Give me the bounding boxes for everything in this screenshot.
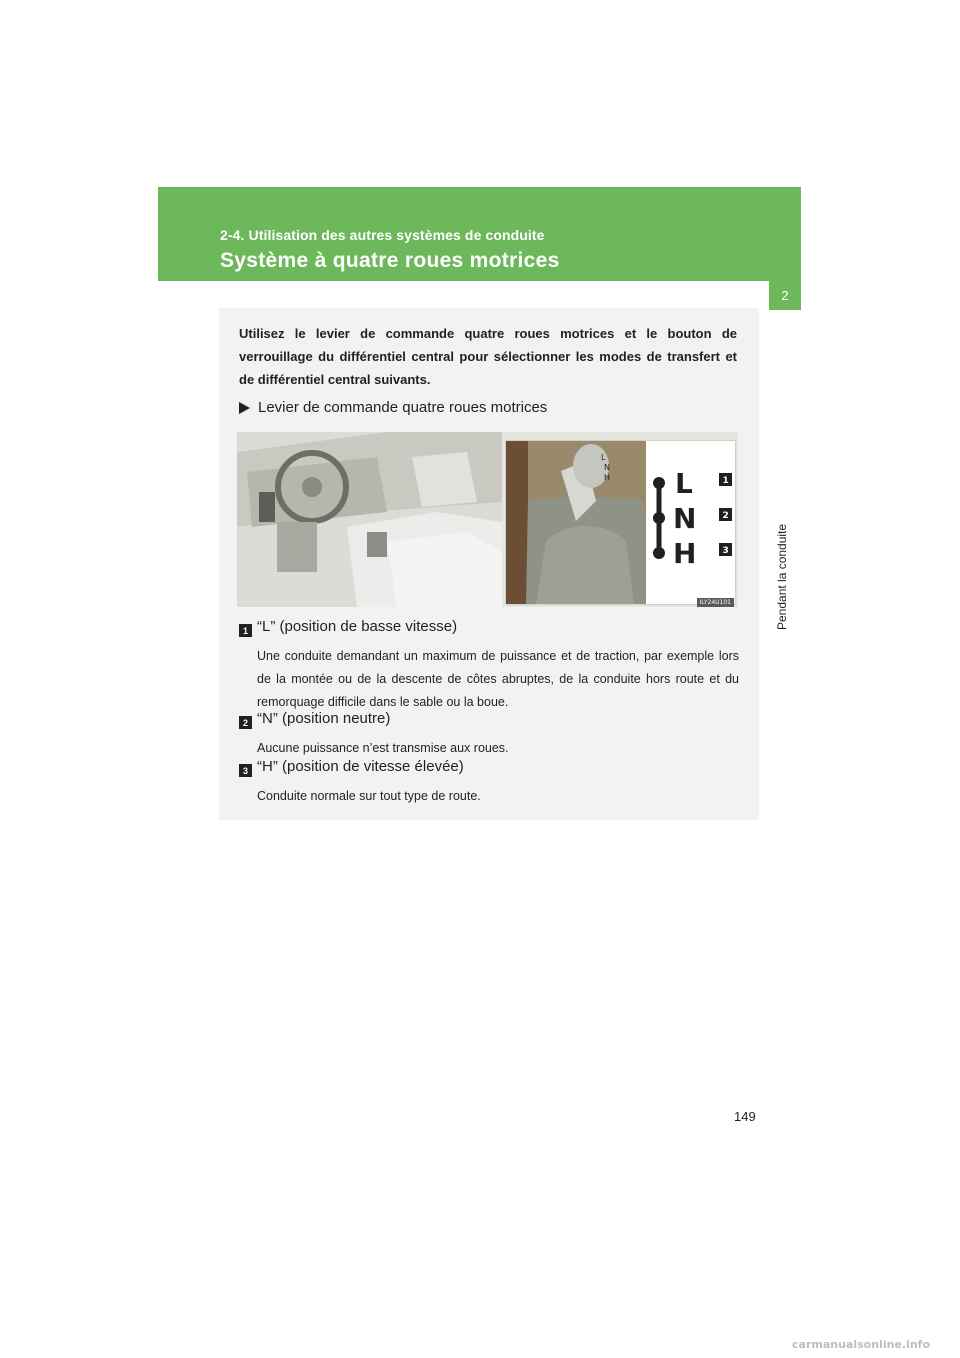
item-description: Aucune puissance n’est transmise aux roues. xyxy=(257,741,509,755)
position-dot-l xyxy=(653,477,665,489)
position-dot-h xyxy=(653,547,665,559)
knob-label-h: H xyxy=(604,473,611,482)
item-number: 3 xyxy=(239,764,252,777)
shift-pattern-diagram xyxy=(647,471,737,581)
callout-2 xyxy=(719,508,732,521)
shift-lever-inset xyxy=(505,440,736,605)
svg-text:2: 2 xyxy=(722,511,729,521)
subheading-text: Levier de commande quatre roues motrices xyxy=(258,399,548,416)
chapter-tab-label: Pendant la conduite xyxy=(775,523,789,630)
item-title: “N” (position neutre) xyxy=(257,710,391,727)
item-number: 2 xyxy=(239,716,252,729)
content-box xyxy=(219,308,759,820)
intro-text: Utilisez le levier de commande quatre roues motrices et le bouton de verrouillage du différentiel central pour sélectionner les modes de transfert et de différentiel central suivants. xyxy=(239,326,737,387)
item-description: Conduite normale sur tout type de route. xyxy=(257,789,481,803)
page-number: 149 xyxy=(734,1109,756,1124)
triangle-arrow-icon xyxy=(239,402,250,414)
header-band xyxy=(158,187,801,281)
knob-label-l: L xyxy=(601,453,606,462)
chapter-tab xyxy=(769,310,801,750)
svg-text:3: 3 xyxy=(722,546,729,556)
callout-3 xyxy=(719,543,732,556)
shift-knob-photo xyxy=(506,441,646,604)
lever-figure xyxy=(237,432,738,607)
chapter-tab-number[interactable]: 2 xyxy=(769,281,801,310)
item-number: 1 xyxy=(239,624,252,637)
page-title: Système à quatre roues motrices xyxy=(220,249,560,272)
position-letter-h: H xyxy=(673,537,697,570)
position-letter-l: L xyxy=(675,471,693,500)
watermark: carmanualsonline.info xyxy=(792,1338,930,1351)
position-letter-n: N xyxy=(673,502,697,535)
knob-label-marks xyxy=(596,451,618,483)
figure-code: ILY24U101 xyxy=(697,598,734,607)
item-title: “L” (position de basse vitesse) xyxy=(257,618,458,635)
knob-label-n: N xyxy=(604,463,610,472)
subheading xyxy=(239,399,547,416)
item-title: “H” (position de vitesse élevée) xyxy=(257,758,464,775)
position-dot-n xyxy=(653,512,665,524)
item-description: Une conduite demandant un maximum de puissance et de traction, par exemple lors de la montée ou de la descente de côtes abruptes, de la conduite hors route et du remorquage difficile dans le sable ou la boue. xyxy=(257,649,739,709)
svg-text:1: 1 xyxy=(722,476,729,486)
section-label: 2-4. Utilisation des autres systèmes de conduite xyxy=(220,227,545,243)
callout-1 xyxy=(719,473,732,486)
car-interior-illustration xyxy=(237,432,502,607)
